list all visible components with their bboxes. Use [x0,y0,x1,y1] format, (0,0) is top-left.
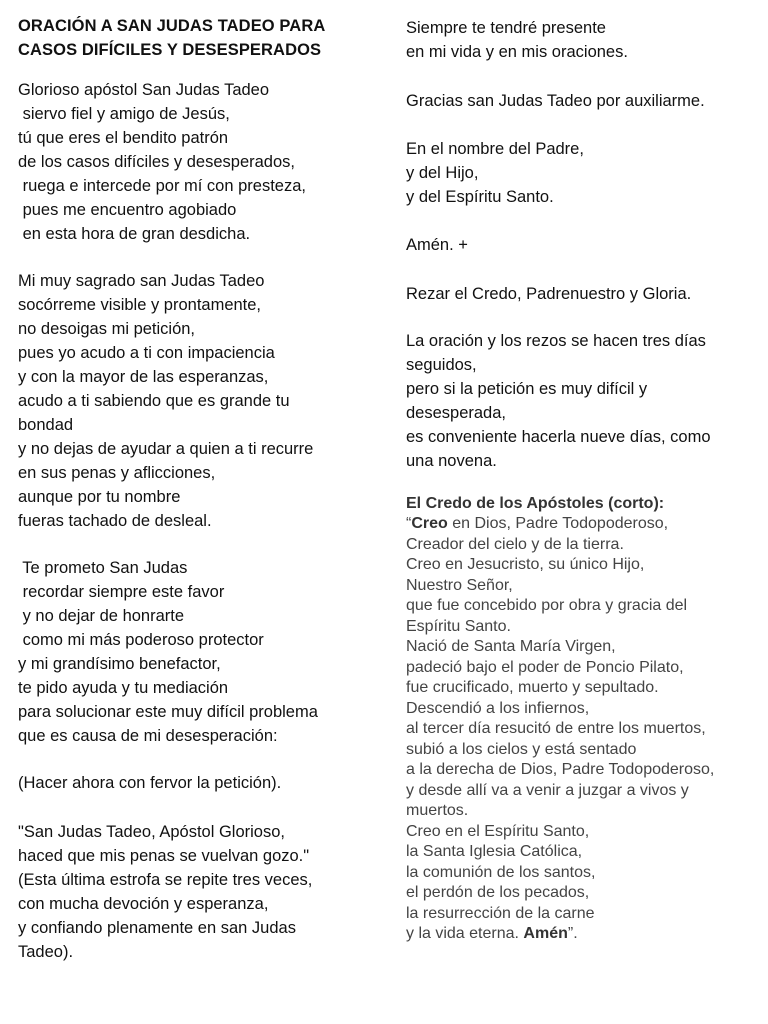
credo-title: El Credo de los Apóstoles (corto): [406,495,665,512]
prayer-paragraph-1: Glorioso apóstol San Judas Tadeo siervo fiel y amigo de Jesús, tú que eres el bendito patrón de los casos difíciles y desesperados, ruega e intercede por mí con presteza, pues me encuentro agobiado en esta hora de gran desdicha. [18,81,306,243]
credo-body: en Dios, Padre Todopoderoso, Creador del cielo y de la tierra. Creo en Jesucristo, su único Hijo, Nuestro Señor, que fue concebido por obra y gracia del Espíritu Santo. Nació de Santa María Virgen, padeció bajo el poder de Poncio Pilato, fue crucificado, muerto y sepultado. Descendió a los infiernos, al tercer día resucitó de entre los muertos, subió a los cielos y está sentado a la derecha de Dios, Padre Todopoderoso, y desde allí va a venir a juzgar a vivos y muertos. Creo en el Espíritu Santo, la Santa Iglesia Católica, la comunión de los santos, el perdón de los pecados, la resurrección de la carne y la vida eterna. [406,515,715,942]
prayer-title: ORACIÓN A SAN JUDAS TADEO PARA CASOS DIFÍCILES Y DESESPERADOS [18,17,326,59]
credo-first-word: Creo [411,515,448,532]
prayer-paragraph-2: Mi muy sagrado san Judas Tadeo socórreme visible y prontamente, no desoigas mi petición, pues yo acudo a ti con impaciencia y con la mayor de las esperanzas, acudo a ti sabiendo que es grande tu bondad y no dejas de ayudar a quien a ti recurre en sus penas y aflicciones, aunque por tu nombre fueras tachado de desleal. [18,272,314,530]
right-paragraph-2: Gracias san Judas Tadeo por auxiliarme. [406,92,705,110]
right-paragraph-1: Siempre te tendré presente en mi vida y en mis oraciones. [406,19,628,61]
credo-amen: Amén [523,925,568,942]
credo-close-quote: ”. [567,925,578,942]
prayer-instruction: (Hacer ahora con fervor la petición). [18,774,282,792]
credo-open-quote: “ [406,515,412,532]
right-paragraph-6: La oración y los rezos se hacen tres días seguidos, pero si la petición es muy difícil y desesperada, es conveniente hacerla nueve días, como una novena. [406,332,711,470]
prayer-paragraph-5: "San Judas Tadeo, Apóstol Glorioso, haced que mis penas se vuelvan gozo." (Esta última estrofa se repite tres veces, con mucha devoción y esperanza, y confiando plenamente en san Judas Tadeo). [18,823,313,961]
prayer-paragraph-3: Te prometo San Judas recordar siempre este favor y no dejar de honrarte como mi más poderoso protector y mi grandísimo benefactor, te pido ayuda y tu mediación para solucionar este muy difícil problema que es causa de mi desesperación: [18,559,318,745]
right-amen: Amén. + [406,236,468,254]
right-paragraph-5: Rezar el Credo, Padrenuestro y Gloria. [406,285,692,303]
right-paragraph-3: En el nombre del Padre, y del Hijo, y del Espíritu Santo. [406,140,584,206]
credo-text [406,514,714,945]
